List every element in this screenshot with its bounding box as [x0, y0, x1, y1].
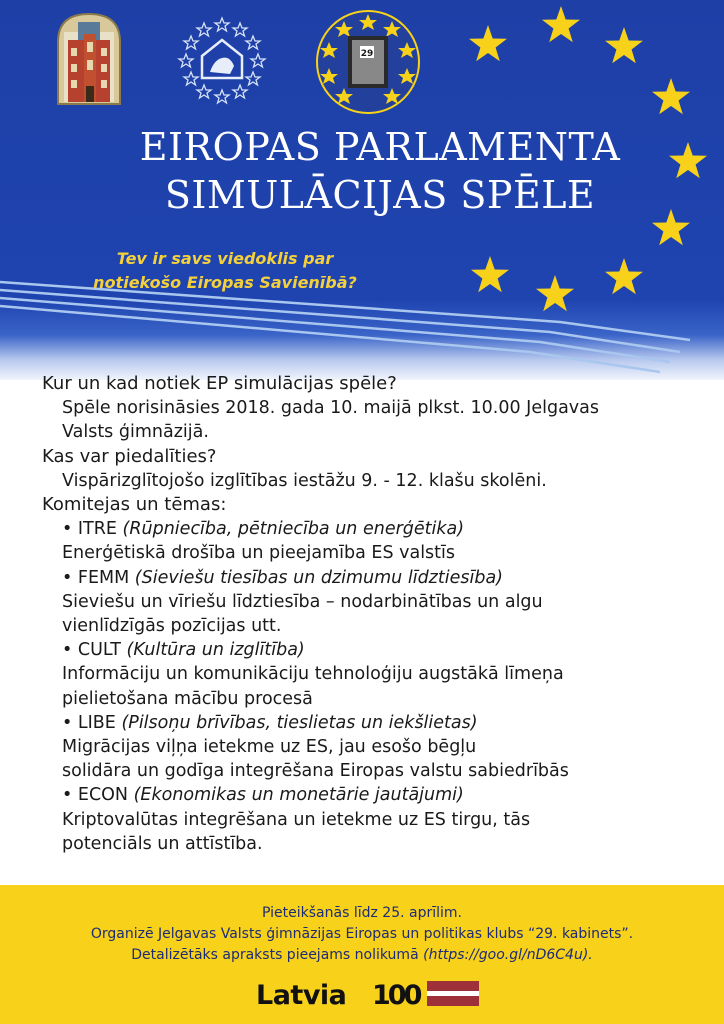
committee-name: (Pilsoņu brīvības, tieslietas un iekšlietas)	[121, 712, 478, 733]
answer-where-when-line1: Spēle norisināsies 2018. gada 10. maijā plkst. 10.00 Jelgavas	[62, 398, 600, 419]
committee-code: • CULT	[62, 640, 121, 661]
poster-title-line1: EIROPAS PARLAMENTA	[139, 125, 621, 169]
footer-rules	[0, 945, 724, 966]
footer-rules-text: Detalizētāks apraksts pieejams nolikumā	[131, 947, 419, 963]
rules-link[interactable]: (https://goo.gl/nD6C4u).	[423, 947, 593, 963]
committee-topic: Sieviešu un vīriešu līdztiesība – nodarbinātības un algu	[62, 591, 543, 612]
question-where-when: Kur un kad notiek EP simulācijas spēle?	[42, 373, 397, 394]
footer-organizer: Organizē Jelgavas Valsts ģimnāzijas Eiropas un politikas klubs “29. kabinets”.	[90, 926, 634, 942]
committee-name: (Ekonomikas un monetārie jautājumi)	[133, 785, 464, 806]
committee-name: (Rūpniecība, pētniecība un enerģētika)	[122, 519, 465, 540]
eu-star-icon	[471, 256, 509, 292]
committee-cult	[42, 638, 702, 662]
latvia100-logo-word: Latvia	[256, 980, 347, 1011]
committee-topic: potenciāls un attīstība.	[62, 833, 263, 854]
poster-title-line2: SIMULĀCIJAS SPĒLE	[164, 173, 596, 217]
committee-name: (Sieviešu tiesības un dzimumu līdztiesība)	[134, 567, 503, 588]
committee-topic: solidāra un godīga integrēšana Eiropas valstu sabiedrībās	[62, 761, 569, 782]
committee-topic: Informāciju un komunikāciju tehnoloģiju augstākā līmeņa	[62, 664, 564, 685]
main-content	[42, 372, 702, 856]
eu-star-icon	[469, 25, 507, 61]
club-badge-number: 29	[360, 49, 374, 59]
committee-code: • ITRE	[62, 519, 117, 540]
tagline	[70, 247, 380, 295]
tagline-line1: Tev ir savs viedoklis par	[116, 249, 334, 268]
committee-topic: Kriptovalūtas integrēšana un ietekme uz ES tirgu, tās	[62, 809, 531, 830]
answer-who: Vispārizglītojošo izglītības iestāžu 9. - 12. klašu skolēni.	[62, 470, 547, 491]
eu-star-icon	[605, 27, 643, 63]
footer-text	[0, 903, 724, 966]
committee-code: • ECON	[62, 785, 129, 806]
committee-code: • FEMM	[62, 567, 130, 588]
committees-heading: Komitejas un tēmas:	[42, 494, 227, 516]
club-29-kabinets-logo	[314, 8, 422, 116]
committee-econ	[42, 783, 702, 807]
latvia100-logo-number: 100	[372, 980, 420, 1011]
eu-star-icon	[542, 6, 580, 42]
committee-itre	[42, 517, 702, 541]
footer-deadline: Pieteikšanās līdz 25. aprīlim.	[262, 905, 462, 921]
answer-where-when-line2: Valsts ģimnāzijā.	[62, 422, 209, 443]
committee-libe	[42, 711, 702, 735]
poster-title	[60, 123, 700, 219]
question-who: Kas var piedalīties?	[42, 445, 217, 467]
committee-topic: Enerģētiskā drošība un pieejamība ES valstīs	[62, 543, 456, 564]
eu-star-icon	[652, 78, 690, 114]
tagline-line2: notiekošo Eiropas Savienībā?	[93, 273, 357, 292]
eu-star-icon	[605, 258, 643, 294]
committee-name: (Kultūra un izglītība)	[126, 640, 305, 661]
school-building-logo	[56, 12, 122, 106]
committee-code: • LIBE	[62, 712, 116, 733]
europe-house-logo	[176, 14, 268, 106]
committee-femm	[42, 566, 702, 590]
committee-topic: Migrācijas viļņa ietekme uz ES, jau esošo bēgļu	[62, 737, 477, 758]
committee-topic: pielietošana mācību procesā	[62, 688, 313, 709]
footer-band	[0, 885, 724, 1024]
latvian-flag-icon	[427, 981, 479, 1006]
eu-star-icon	[536, 275, 574, 311]
committee-topic: vienlīdzīgās pozīcijas utt.	[62, 616, 282, 637]
